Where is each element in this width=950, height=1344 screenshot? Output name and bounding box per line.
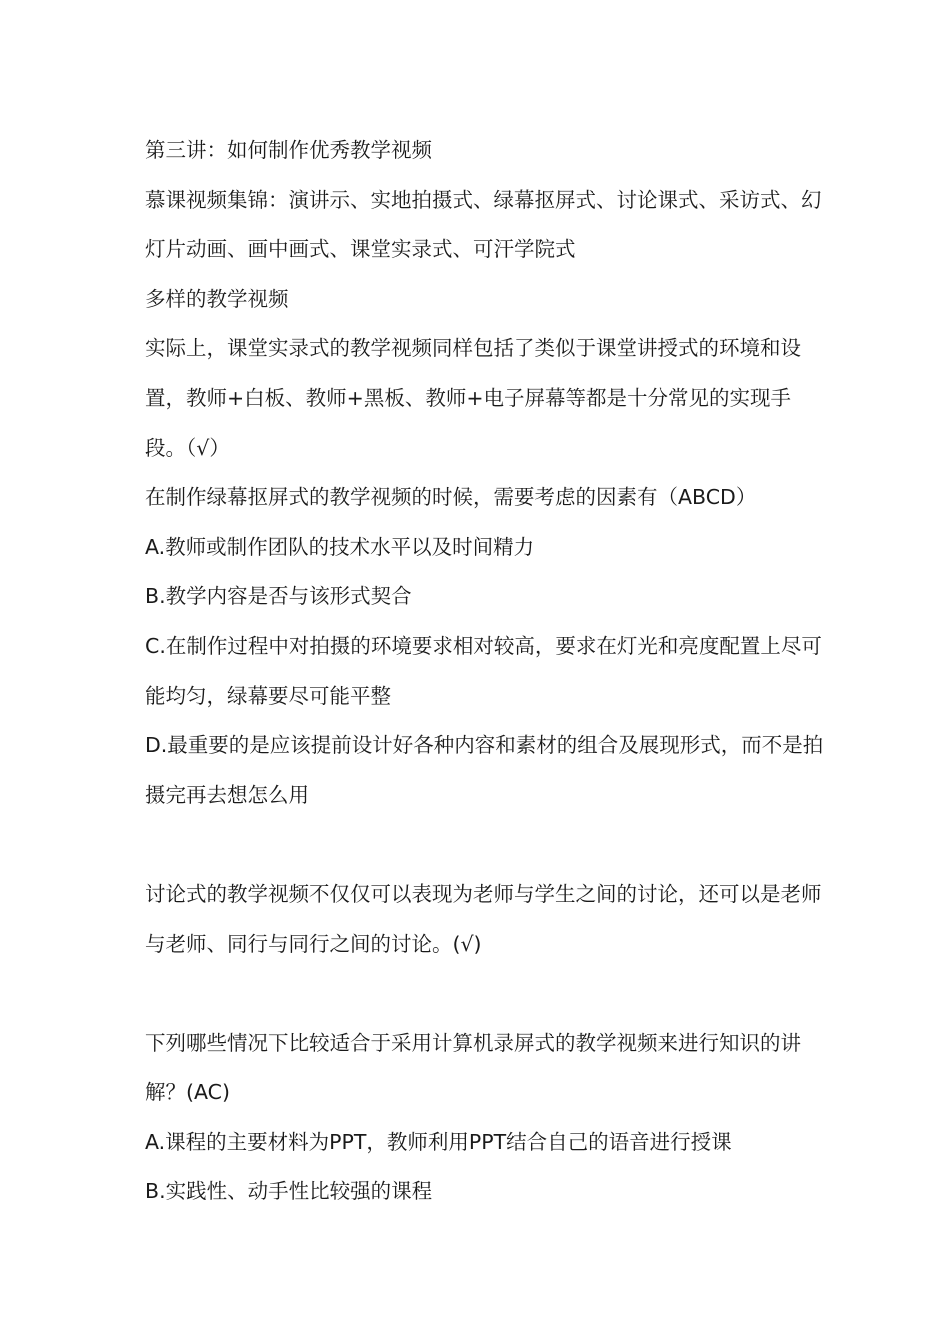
question-1: 实际上，课堂实录式的教学视频同样包括了类似于课堂讲授式的环境和设置，教师+白板、教师+黑板、教师+电子屏幕等都是十分常见的实现手段。（√） — [145, 336, 801, 460]
section-heading: 多样的教学视频 — [145, 286, 289, 311]
document-body — [145, 126, 825, 1217]
lecture-title: 第三讲：如何制作优秀教学视频 — [145, 138, 432, 162]
blank-line — [145, 969, 825, 1019]
mooc-video-collection: 慕课视频集锦：演讲示、实地拍摄式、绿幕抠屏式、讨论课式、采访式、幻灯片动画、画中画式、课堂实录式、可汗学院式 — [145, 187, 822, 262]
question-4: 下列哪些情况下比较适合于采用计算机录屏式的教学视频来进行知识的讲解？(AC) — [145, 1030, 801, 1105]
question-4-option-b: B.实践性、动手性比较强的课程 — [145, 1179, 433, 1204]
question-2-option-d: D.最重要的是应该提前设计好各种内容和素材的组合及展现形式，而不是拍摄完再去想怎么用 — [145, 733, 824, 807]
question-2-option-c: C.在制作过程中对拍摄的环境要求相对较高，要求在灯光和亮度配置上尽可能均匀，绿幕要尽可能平整 — [145, 633, 822, 708]
question-3: 讨论式的教学视频不仅仅可以表现为老师与学生之间的讨论，还可以是老师与老师、同行与同行之间的讨论。(√) — [145, 881, 822, 956]
question-2-option-a: A.教师或制作团队的技术水平以及时间精力 — [145, 534, 535, 559]
question-2: 在制作绿幕抠屏式的教学视频的时候，需要考虑的因素有（ABCD） — [145, 485, 757, 510]
question-4-option-a: A.课程的主要材料为PPT，教师利用PPT结合自己的语音进行授课 — [145, 1129, 732, 1154]
question-2-option-b: B.教学内容是否与该形式契合 — [145, 584, 412, 609]
blank-line — [145, 820, 825, 870]
